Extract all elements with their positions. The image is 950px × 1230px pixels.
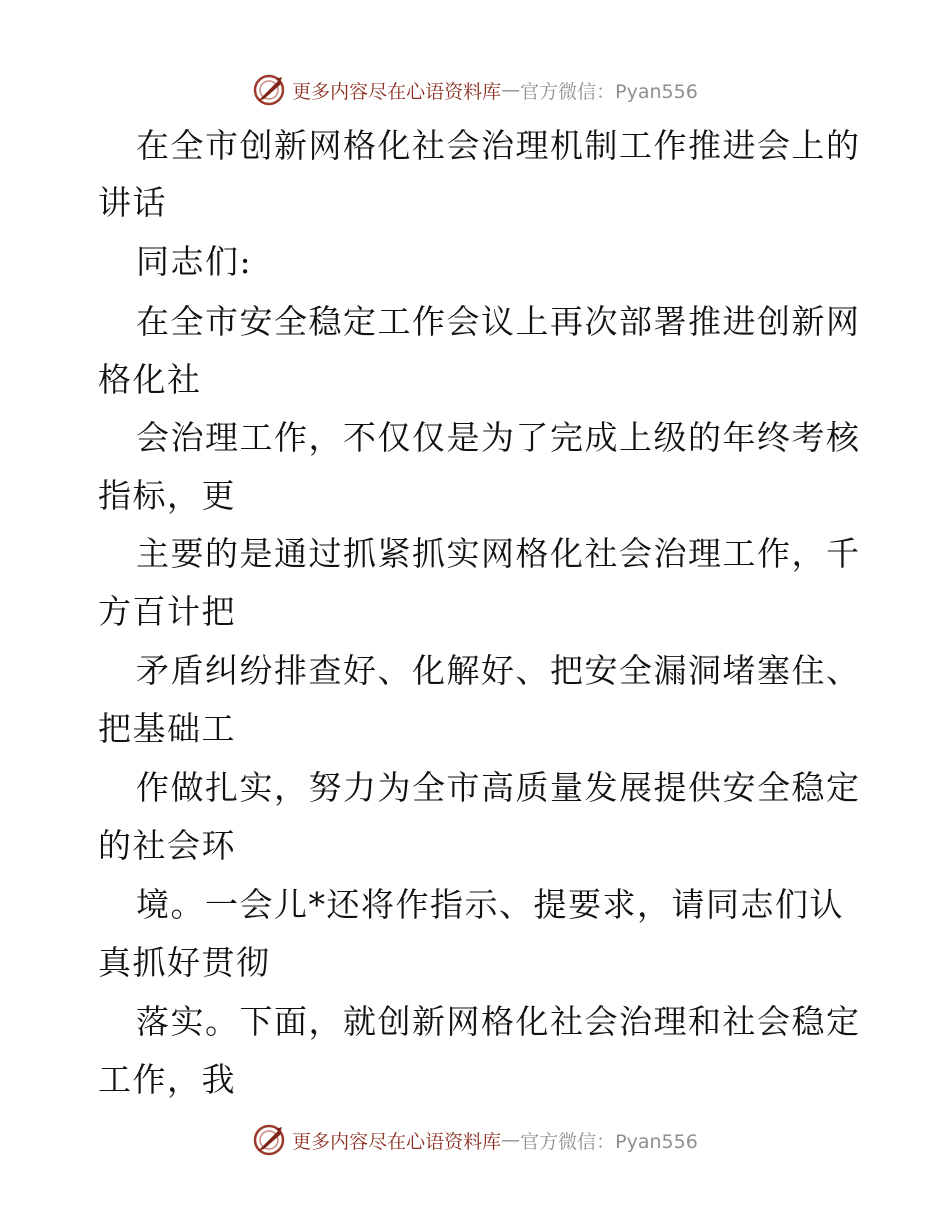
- doc-paragraph-line: 会治理工作，不仅仅是为了完成上级的年终考核: [136, 418, 861, 457]
- doc-paragraph-line: 指标，更: [98, 476, 236, 515]
- watermark-dash: —: [501, 79, 521, 101]
- quill-logo-icon: [252, 73, 286, 107]
- doc-paragraph-line: 在全市安全稳定工作会议上再次部署推进创新网: [136, 302, 861, 341]
- footer-watermark: [0, 1120, 950, 1160]
- doc-paragraph-line: 格化社: [98, 360, 202, 399]
- doc-paragraph-line: 方百计把: [98, 592, 236, 631]
- doc-paragraph-line: 主要的是通过抓紧抓实网格化社会治理工作，千: [136, 534, 861, 573]
- header-watermark: [0, 70, 950, 110]
- doc-paragraph-line: 的社会环: [98, 826, 236, 865]
- watermark-wechat-text: 官方微信：Pyan556: [520, 80, 698, 103]
- quill-logo-icon: [252, 1123, 286, 1157]
- doc-paragraph-line: 工作，我: [98, 1060, 236, 1099]
- doc-paragraph-line: 真抓好贯彻: [98, 943, 271, 982]
- watermark-wechat-text: 官方微信：Pyan556: [520, 1130, 698, 1153]
- doc-paragraph-line: 矛盾纠纷排查好、化解好、把安全漏洞堵塞住、: [136, 651, 861, 690]
- doc-salutation: 同志们:: [136, 242, 253, 281]
- watermark-dash: —: [501, 1129, 521, 1151]
- watermark-main-text: 更多内容尽在心语资料库: [292, 1130, 502, 1153]
- watermark-main-text: 更多内容尽在心语资料库: [292, 80, 502, 103]
- doc-paragraph-line: 把基础工: [98, 709, 236, 748]
- doc-paragraph-line: 落实。下面，就创新网格化社会治理和社会稳定: [136, 1002, 861, 1041]
- doc-paragraph-line: 境。一会儿*还将作指示、提要求，请同志们认: [136, 885, 844, 924]
- doc-title-line-2: 讲话: [98, 183, 167, 222]
- doc-paragraph-line: 作做扎实，努力为全市高质量发展提供安全稳定: [136, 768, 861, 807]
- doc-title-line-1: 在全市创新网格化社会治理机制工作推进会上的: [136, 126, 861, 165]
